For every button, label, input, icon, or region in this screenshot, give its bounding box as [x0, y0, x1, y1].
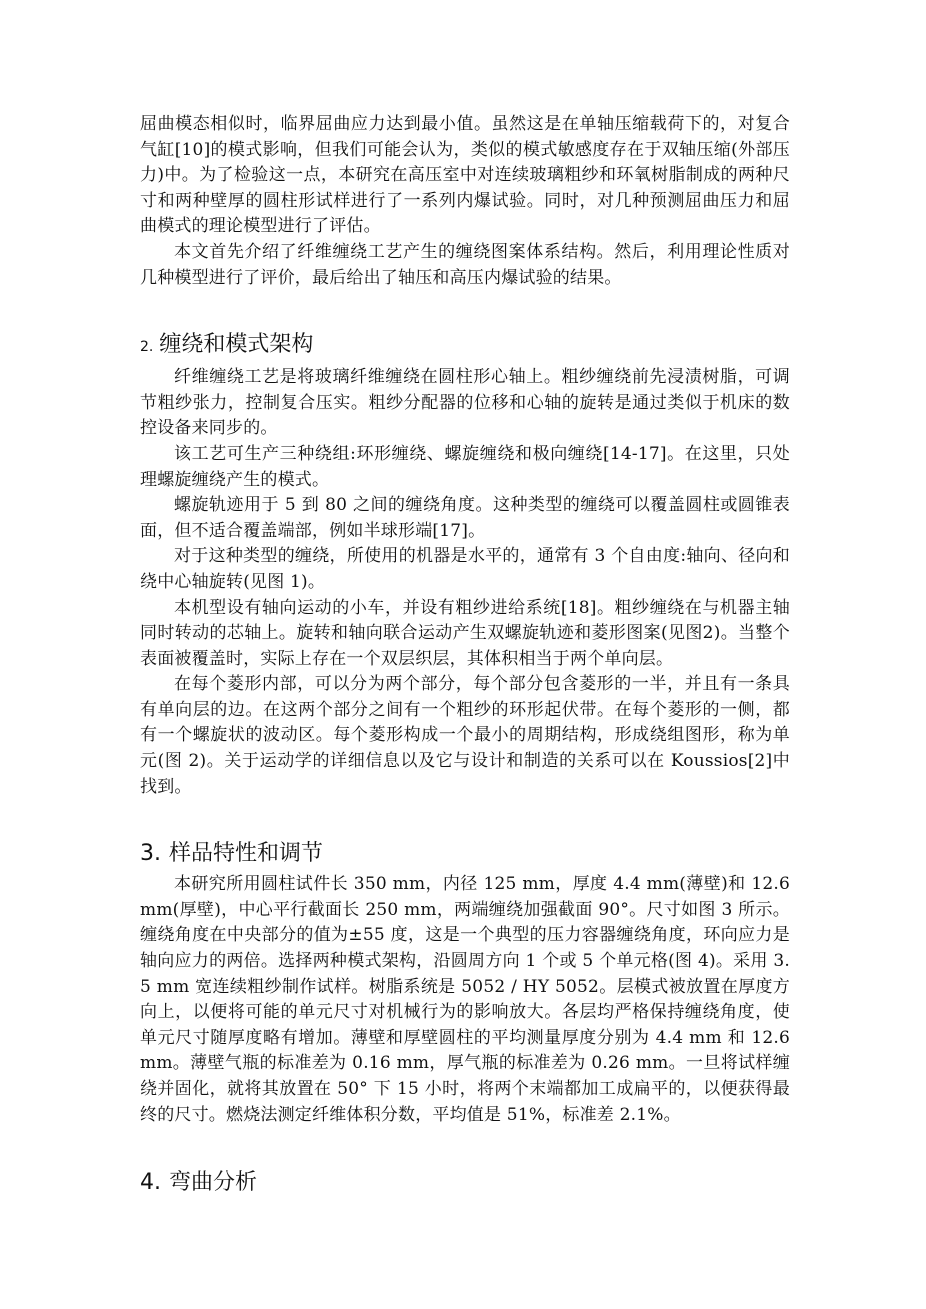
section-2-heading — [140, 330, 790, 362]
intro-paragraph-2: 本文首先介绍了纤维缠绕工艺产生的缠绕图案体系结构。然后，利用理论性质对几种模型进行了评价，最后给出了轴压和高压内爆试验的结果。 — [140, 241, 790, 288]
section-4-title: 弯曲分析 — [169, 1170, 258, 1196]
section-2-paragraph-6: 在每个菱形内部，可以分为两个部分，每个部分包含菱形的一半，并且有一条具有单向层的边。在这两个部分之间有一个粗纱的环形起伏带。在每个菱形的一侧，都有一个螺旋状的波动区。每个菱形构成一个最小的周期结构，形成绕组图形，称为单元(图 2)。关于运动学的详细信息以及它与设计和制造的关系可以在 Koussios[2]中找到。 — [140, 674, 790, 797]
section-2-paragraph-1: 纤维缠绕工艺是将玻璃纤维缠绕在圆柱形心轴上。粗纱缠绕前先浸渍树脂，可调节粗纱张力，控制复合压实。粗纱分配器的位移和心轴的旋转是通过类似于机床的数控设备来同步的。 — [140, 367, 790, 439]
section-2-paragraph-3: 螺旋轨迹用于 5 到 80 之间的缠绕角度。这种类型的缠绕可以覆盖圆柱或圆锥表面，但不适合覆盖端部，例如半球形端[17]。 — [140, 495, 790, 541]
section-3-title: 样品特性和调节 — [169, 841, 324, 867]
section-2-paragraph-4: 对于这种类型的缠绕，所使用的机器是水平的，通常有 3 个自由度:轴向、径向和绕中心轴旋转(见图 1)。 — [140, 546, 790, 592]
section-2-number: 2. — [140, 339, 154, 356]
intro-paragraph-1: 屈曲模态相似时，临界屈曲应力达到最小值。虽然这是在单轴压缩载荷下的，对复合气缸[10]的模式影响，但我们可能会认为，类似的模式敏感度存在于双轴压缩(外部压力)中。为了检验这一点，本研究在高压室中对连续玻璃粗纱和环氧树脂制成的两种尺寸和两种壁厚的圆柱形试样进行了一系列内爆试验。同时，对几种预测屈曲压力和屈曲模式的理论模型进行了评估。 — [140, 114, 790, 237]
section-4-heading — [140, 1168, 790, 1198]
section-2-title: 缠绕和模式架构 — [159, 332, 314, 358]
section-3-number: 3. — [140, 841, 161, 867]
section-3-heading — [140, 839, 790, 869]
document-page — [140, 112, 790, 1198]
section-2-paragraph-5: 本机型设有轴向运动的小车，并设有粗纱进给系统[18]。粗纱缠绕在与机器主轴同时转动的芯轴上。旋转和轴向联合运动产生双螺旋轨迹和菱形图案(见图2)。当整个表面被覆盖时，实际上存在一个双层织层，其体积相当于两个单向层。 — [140, 597, 790, 669]
section-2-paragraph-2: 该工艺可生产三种绕组:环形缠绕、螺旋缠绕和极向缠绕[14-17]。在这里，只处理螺旋缠绕产生的模式。 — [140, 443, 790, 490]
section-3-paragraph-1: 本研究所用圆柱试件长 350 mm，内径 125 mm，厚度 4.4 mm(薄壁)和 12.6 mm(厚壁)，中心平行截面长 250 mm，两端缠绕加强截面 90°。尺寸如图 3 所示。缠绕角度在中央部分的值为±55 度，这是一个典型的压力容器缠绕角度，环向应力是轴向应力的两倍。选择两种模式架构，沿圆周方向 1 个或 5 个单元格(图 4)。采用 3.5 mm 宽连续粗纱制作试样。树脂系统是 5052 / HY 5052。层模式被放置在厚度方向上，以便将可能的单元尺寸对机械行为的影响放大。各层均严格保持缠绕角度，使单元尺寸随厚度略有增加。薄壁和厚壁圆柱的平均测量厚度分别为 4.4 mm 和 12.6 mm。薄壁气瓶的标准差为 0.16 mm，厚气瓶的标准差为 0.26 mm。一旦将试样缠绕并固化，就将其放置在 50° 下 15 小时，将两个末端都加工成扁平的，以便获得最终的尺寸。燃烧法测定纤维体积分数，平均值是 51%，标准差 2.1%。 — [140, 874, 790, 1125]
section-4-number: 4. — [140, 1170, 161, 1196]
